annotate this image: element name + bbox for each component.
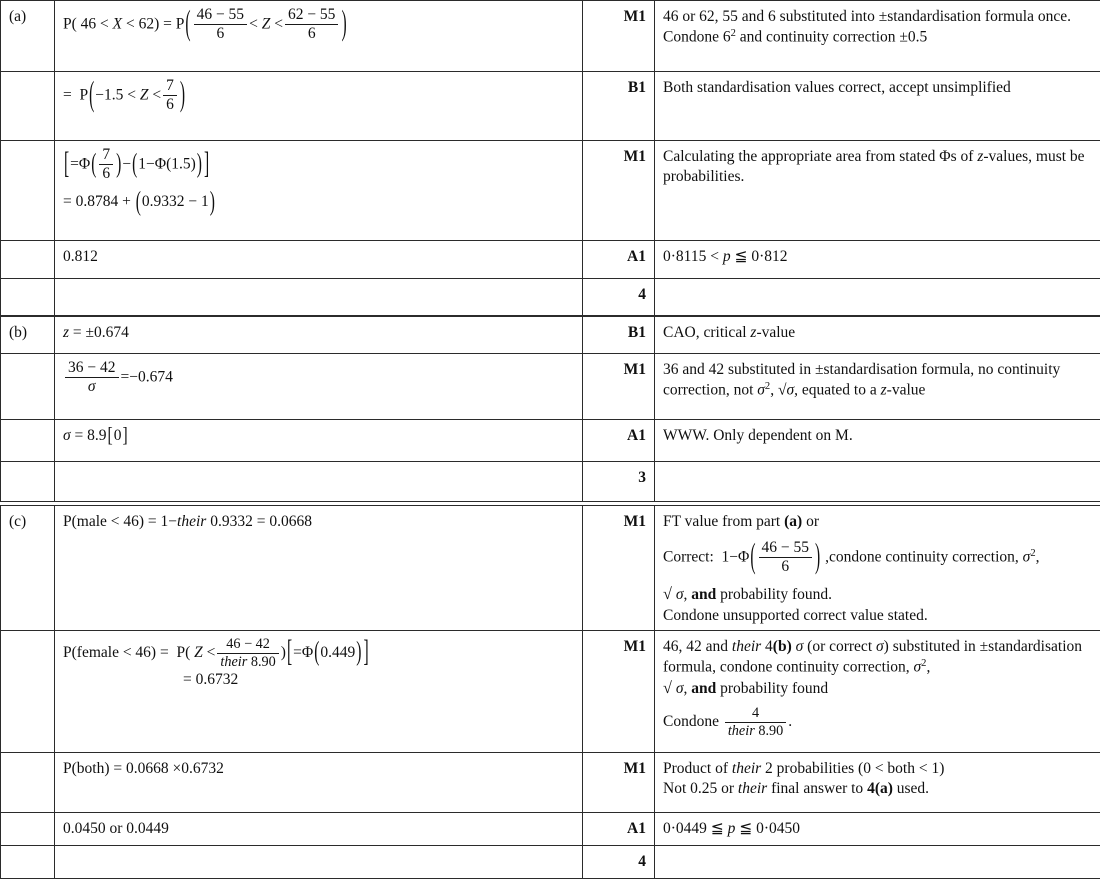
table-row (1, 72, 1100, 141)
working-cell: = P(−1.5 < Z < $\frac{7}{6}$ ) (55, 72, 583, 141)
table-row (1, 631, 1100, 753)
mark-cell: A1 (583, 420, 655, 462)
mark-cell: M1 (583, 631, 655, 753)
mark-cell: A1 (583, 241, 655, 279)
notes-cell: 0·0449 ≦ p ≦ 0·0450 (655, 813, 1100, 846)
table-row (1, 462, 1100, 502)
notes-cell: Product of their 2 probabilities (0 < both < 1) Not 0.25 or their final answer to 4(a) used. (655, 753, 1100, 813)
part-label-b: (b) (1, 317, 55, 354)
part-label-spacer (1, 420, 55, 462)
part-label-spacer (1, 631, 55, 753)
working-cell (55, 279, 583, 316)
notes-cell: CAO, critical z-value (655, 317, 1100, 354)
part-label-spacer (1, 279, 55, 316)
table-row (1, 141, 1100, 241)
table-row (1, 317, 1100, 354)
working-cell: σ = 8.9[0] (55, 420, 583, 462)
part-label-spacer (1, 753, 55, 813)
working-cell (55, 846, 583, 879)
notes-cell: FT value from part (a) or Correct: 1−Φ( $\frac{46 - 55}{6}$ ) ,condone continuity correction, $\sigma^2$, √ σ, and probability found. Condone unsupported correct value stated. (655, 506, 1100, 631)
working-cell: P(both) = 0.0668 ×0.6732 (55, 753, 583, 813)
mark-cell: 4 (583, 279, 655, 316)
working-cell: P(male < 46) = 1−their 0.9332 = 0.0668 (55, 506, 583, 631)
part-label-c: (c) (1, 506, 55, 631)
part-label-spacer (1, 354, 55, 420)
part-label-spacer (1, 813, 55, 846)
part-label-spacer (1, 462, 55, 502)
working-cell: z = ±0.674 (55, 317, 583, 354)
mark-cell: M1 (583, 753, 655, 813)
part-label-spacer (1, 241, 55, 279)
notes-cell (655, 279, 1100, 316)
table-row (1, 241, 1100, 279)
table-row (1, 506, 1100, 631)
table-row (1, 420, 1100, 462)
part-label-spacer (1, 72, 55, 141)
table-row (1, 279, 1100, 316)
notes-cell: 46, 42 and their 4(b) σ (or correct σ) substituted in ±standardisation formula, condone continuity correction, $\sigma^2$, √ σ, and probability found Condone $\frac{4}{\text{their 8.90}}$ . (655, 631, 1100, 753)
working-cell: $\frac{36 - 42}{\sigma}$ =−0.674 (55, 354, 583, 420)
mark-cell: M1 (583, 354, 655, 420)
part-label-spacer (1, 141, 55, 241)
mark-cell: M1 (583, 141, 655, 241)
mark-cell: A1 (583, 813, 655, 846)
working-cell (55, 462, 583, 502)
table-row (1, 846, 1100, 879)
notes-cell (655, 462, 1100, 502)
mark-scheme-body (1, 1, 1100, 879)
table-row (1, 354, 1100, 420)
part-label-a: (a) (1, 1, 55, 72)
table-row (1, 813, 1100, 846)
notes-cell: 0·8115 < p ≦ 0·812 (655, 241, 1100, 279)
working-cell: P(female < 46) = P( Z < $\frac{46 - 42}{\text{their 8.90}}$ )[=Φ(0.449) ] = 0.6732 (55, 631, 583, 753)
table-row (1, 753, 1100, 813)
mark-cell: B1 (583, 72, 655, 141)
mark-cell: 4 (583, 846, 655, 879)
part-label-spacer (1, 846, 55, 879)
mark-cell: 3 (583, 462, 655, 502)
notes-cell: Calculating the appropriate area from stated Φs of z-values, must be probabilities. (655, 141, 1100, 241)
notes-cell (655, 846, 1100, 879)
mark-cell: B1 (583, 317, 655, 354)
mark-cell: M1 (583, 506, 655, 631)
working-cell: 0.812 (55, 241, 583, 279)
notes-cell: 36 and 42 substituted in ±standardisation formula, no continuity correction, not $\sigma^2$, √σ, equated to a z-value (655, 354, 1100, 420)
working-cell: 0.0450 or 0.0449 (55, 813, 583, 846)
working-cell: P( 46 < X < 62) = P( $\frac{46 - 55}{6}$ < Z < $\frac{62 - 55}{6}$ ) (55, 1, 583, 72)
mark-cell: M1 (583, 1, 655, 72)
table-row (1, 1, 1100, 72)
notes-cell: 46 or 62, 55 and 6 substituted into ±standardisation formula once. Condone $6^2$ and continuity correction ±0.5 (655, 1, 1100, 72)
working-cell: [=Φ( $\frac{7}{6}$ )−(1−Φ(1.5)) ] = 0.8784 + (0.9332 − 1) (55, 141, 583, 241)
notes-cell: WWW. Only dependent on M. (655, 420, 1100, 462)
notes-cell: Both standardisation values correct, accept unsimplified (655, 72, 1100, 141)
